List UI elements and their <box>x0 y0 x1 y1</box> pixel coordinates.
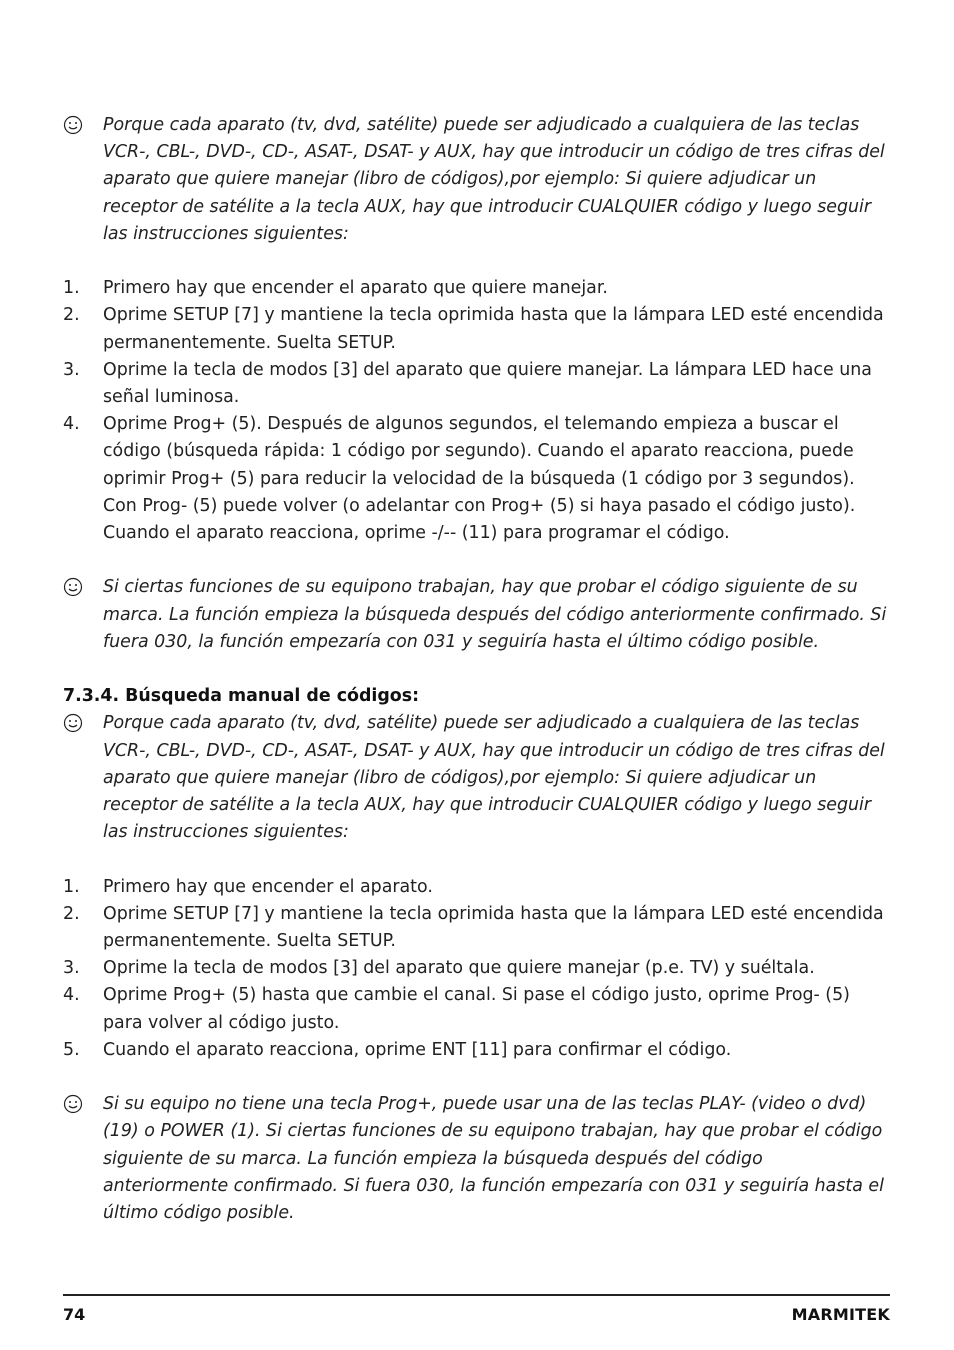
step-number: 3. <box>63 958 80 979</box>
step-number: 2. <box>63 305 80 326</box>
tip-text: Si su equipo no tiene una tecla Prog+, puede usar una de las teclas PLAY- (video o dvd) (19) o POWER (1). Si ciertas funciones de su equipono trabajan, hay que probar el código siguiente de su marca. La función empieza la búsqueda después del código anteriormente confirmado. Si fuera 030, la función empezaría con 031 y seguiría hasta el último código posible. <box>103 1094 884 1224</box>
list-item <box>63 982 893 1036</box>
note-text: Porque cada aparato (tv, dvd, satélite) puede ser adjudicado a cualquiera de las teclas VCR-, CBL-, DVD-, CD-, ASAT-, DSAT- y AUX, hay que introducir un código de tres cifras del aparato que quiere manejar (libro de códigos),por ejemplo: Si quiere adjudicar un receptor de satélite a la tecla AUX, hay que introducir CUALQUIER código y luego seguir las instrucciones siguientes: <box>103 115 885 244</box>
tip-note <box>63 1091 893 1227</box>
step-text: Oprime Prog+ (5). Después de algunos segundos, el telemando empieza a buscar el código (búsqueda rápida: 1 código por segundo). Cuando el aparato reacciona, puede oprimir Prog+ (5) para reducir la velocidad de la búsqueda (1 código por 3 segundos). Con Prog- (5) puede volver (o adelantar con Prog+ (5) si haya pasado el código justo). Cuando el aparato reacciona, oprime -/-- (11) para programar el código. <box>103 414 856 544</box>
step-text: Oprime SETUP [7] y mantiene la tecla oprimida hasta que la lámpara LED esté encendida permanentemente. Suelta SETUP. <box>103 305 884 353</box>
step-text: Oprime Prog+ (5) hasta que cambie el canal. Si pase el código justo, oprime Prog- (5) para volver al código justo. <box>103 985 850 1033</box>
step-text: Oprime la tecla de modos [3] del aparato que quiere manejar. La lámpara LED hace una señal luminosa. <box>103 359 872 408</box>
tip-text: Si ciertas funciones de su equipono trabajan, hay que probar el código siguiente de su marca. La función empieza la búsqueda después del código anteriormente confirmado. Si fuera 030, la función empezaría con 031 y seguiría hasta el último código posible. <box>103 577 887 652</box>
footer-divider <box>63 1294 890 1296</box>
smiley-icon <box>63 1091 103 1114</box>
smiley-icon <box>63 112 103 135</box>
smiley-icon <box>63 710 103 733</box>
step-number: 1. <box>63 278 80 299</box>
step-text: Cuando el aparato reacciona, oprime ENT [11] para confirmar el código. <box>103 1039 732 1060</box>
list-item <box>63 874 893 901</box>
list-item <box>63 955 893 982</box>
info-note <box>63 710 893 846</box>
list-item <box>63 275 893 302</box>
step-number: 4. <box>63 985 80 1006</box>
step-text: Primero hay que encender el aparato que quiere manejar. <box>103 278 608 299</box>
steps-list <box>63 275 893 547</box>
step-number: 4. <box>63 414 80 435</box>
section-heading: 7.3.4. Búsqueda manual de códigos: <box>63 686 420 707</box>
page-number: 74 <box>63 1305 86 1324</box>
step-text: Primero hay que encender el aparato. <box>103 876 433 897</box>
list-item <box>63 302 893 356</box>
brand-name: MARMITEK <box>791 1305 890 1324</box>
list-item <box>63 411 893 547</box>
tip-note <box>63 574 893 656</box>
list-item <box>63 901 893 955</box>
smiley-icon <box>63 574 103 597</box>
list-item <box>63 1037 893 1064</box>
step-number: 5. <box>63 1039 80 1060</box>
info-note <box>63 112 893 248</box>
page-content <box>63 112 893 1227</box>
step-number: 3. <box>63 359 80 380</box>
step-number: 1. <box>63 876 80 897</box>
step-text: Oprime SETUP [7] y mantiene la tecla oprimida hasta que la lámpara LED esté encendida permanentemente. Suelta SETUP. <box>103 903 884 952</box>
list-item <box>63 357 893 411</box>
step-number: 2. <box>63 903 80 924</box>
note-text: Porque cada aparato (tv, dvd, satélite) puede ser adjudicado a cualquiera de las teclas VCR-, CBL-, DVD-, CD-, ASAT-, DSAT- y AUX, hay que introducir un código de tres cifras del aparato que quiere manejar (libro de códigos),por ejemplo: Si quiere adjudicar un receptor de satélite a la tecla AUX, hay que introducir CUALQUIER código y luego seguir las instrucciones siguientes: <box>103 713 885 843</box>
step-text: Oprime la tecla de modos [3] del aparato que quiere manejar (p.e. TV) y suéltala. <box>103 958 815 979</box>
steps-list <box>63 874 893 1064</box>
